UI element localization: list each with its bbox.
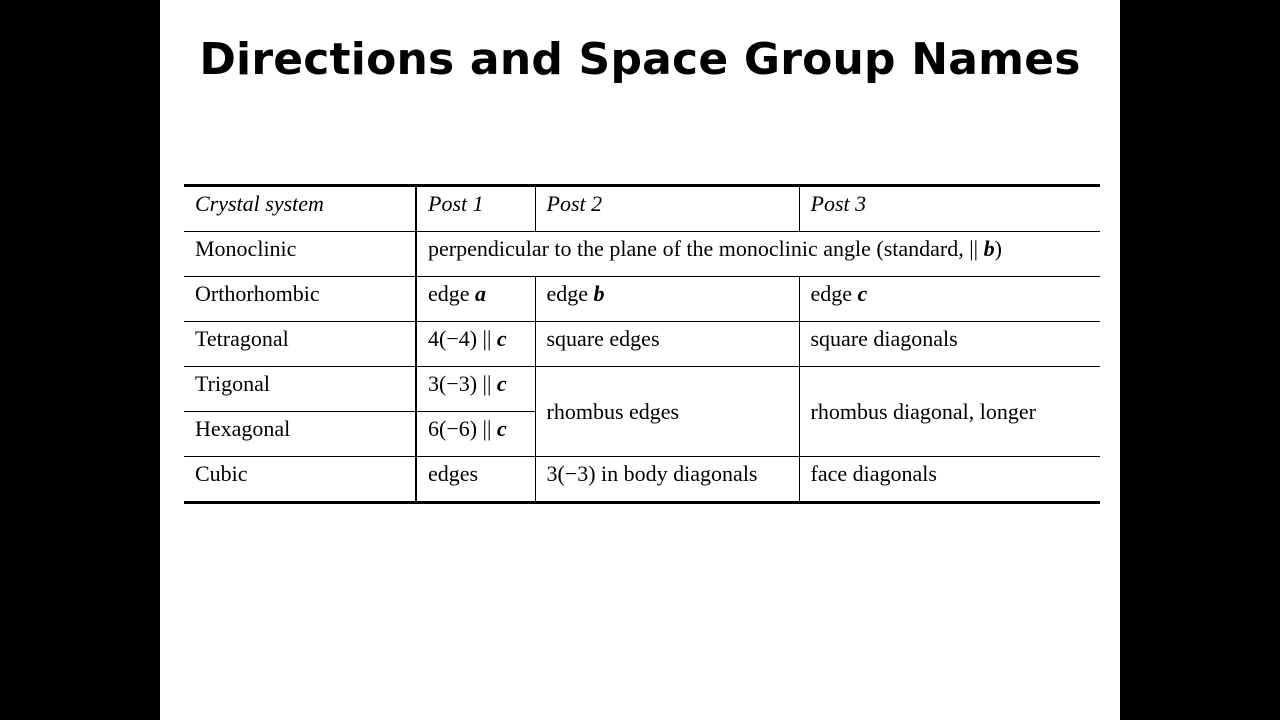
- system-tetragonal: Tetragonal: [184, 322, 416, 367]
- cubic-post-3: face diagonals: [810, 461, 937, 486]
- monoclinic-close: ): [994, 236, 1002, 261]
- trig-hex-post-2: rhombus edges: [535, 367, 799, 457]
- system-trigonal: Trigonal: [184, 367, 416, 412]
- system-monoclinic: Monoclinic: [184, 232, 416, 277]
- header-post-3: Post 3: [799, 186, 1100, 232]
- header-crystal-system: Crystal system: [184, 186, 416, 232]
- table-row: [184, 322, 1100, 367]
- orthorhombic-post-2: [535, 277, 799, 322]
- cell-text: edge: [810, 281, 858, 306]
- trig-hex-post-3: rhombus diagonal, longer: [799, 367, 1100, 457]
- system-orthorhombic: Orthorhombic: [184, 277, 416, 322]
- axis-b: b: [983, 236, 995, 261]
- cell-text: edge: [428, 281, 476, 306]
- table-row: [184, 457, 1100, 503]
- table-header-row: [184, 186, 1100, 232]
- axis-c: c: [496, 326, 507, 351]
- orthorhombic-post-3: [799, 277, 1100, 322]
- header-post-1: Post 1: [416, 186, 535, 232]
- cell-text: edge: [546, 281, 594, 306]
- slide-title: Directions and Space Group Names: [199, 34, 1081, 85]
- tetragonal-post-1: [416, 322, 535, 367]
- monoclinic-direction: [416, 232, 1100, 277]
- system-cubic: Cubic: [184, 457, 416, 503]
- cell-text: 3(−3) ||: [428, 371, 497, 396]
- orthorhombic-post-1: [416, 277, 535, 322]
- tetragonal-post-3: square diagonals: [799, 322, 1100, 367]
- tetragonal-post-2: square edges: [535, 322, 799, 367]
- monoclinic-text: perpendicular to the plane of the monoclinic angle (standard, ||: [428, 236, 984, 261]
- axis-c: c: [857, 281, 868, 306]
- trigonal-post-1: [416, 367, 535, 412]
- system-hexagonal: Hexagonal: [184, 412, 416, 457]
- cubic-post-1: edges: [416, 457, 535, 503]
- axis-c: c: [496, 371, 507, 396]
- directions-table: [184, 184, 1100, 504]
- cubic-post-2: 3(−3) in body diagonals: [535, 457, 799, 503]
- axis-b: b: [593, 281, 605, 306]
- table-row: [184, 367, 1100, 412]
- axis-a: a: [475, 281, 487, 306]
- header-post-2: Post 2: [535, 186, 799, 232]
- hexagonal-post-1: [416, 412, 535, 457]
- slide: [160, 0, 1120, 720]
- axis-c: c: [496, 416, 507, 441]
- table-row: [184, 277, 1100, 322]
- table-row: [184, 232, 1100, 277]
- cell-text: 4(−4) ||: [428, 326, 497, 351]
- cell-text: 6(−6) ||: [428, 416, 497, 441]
